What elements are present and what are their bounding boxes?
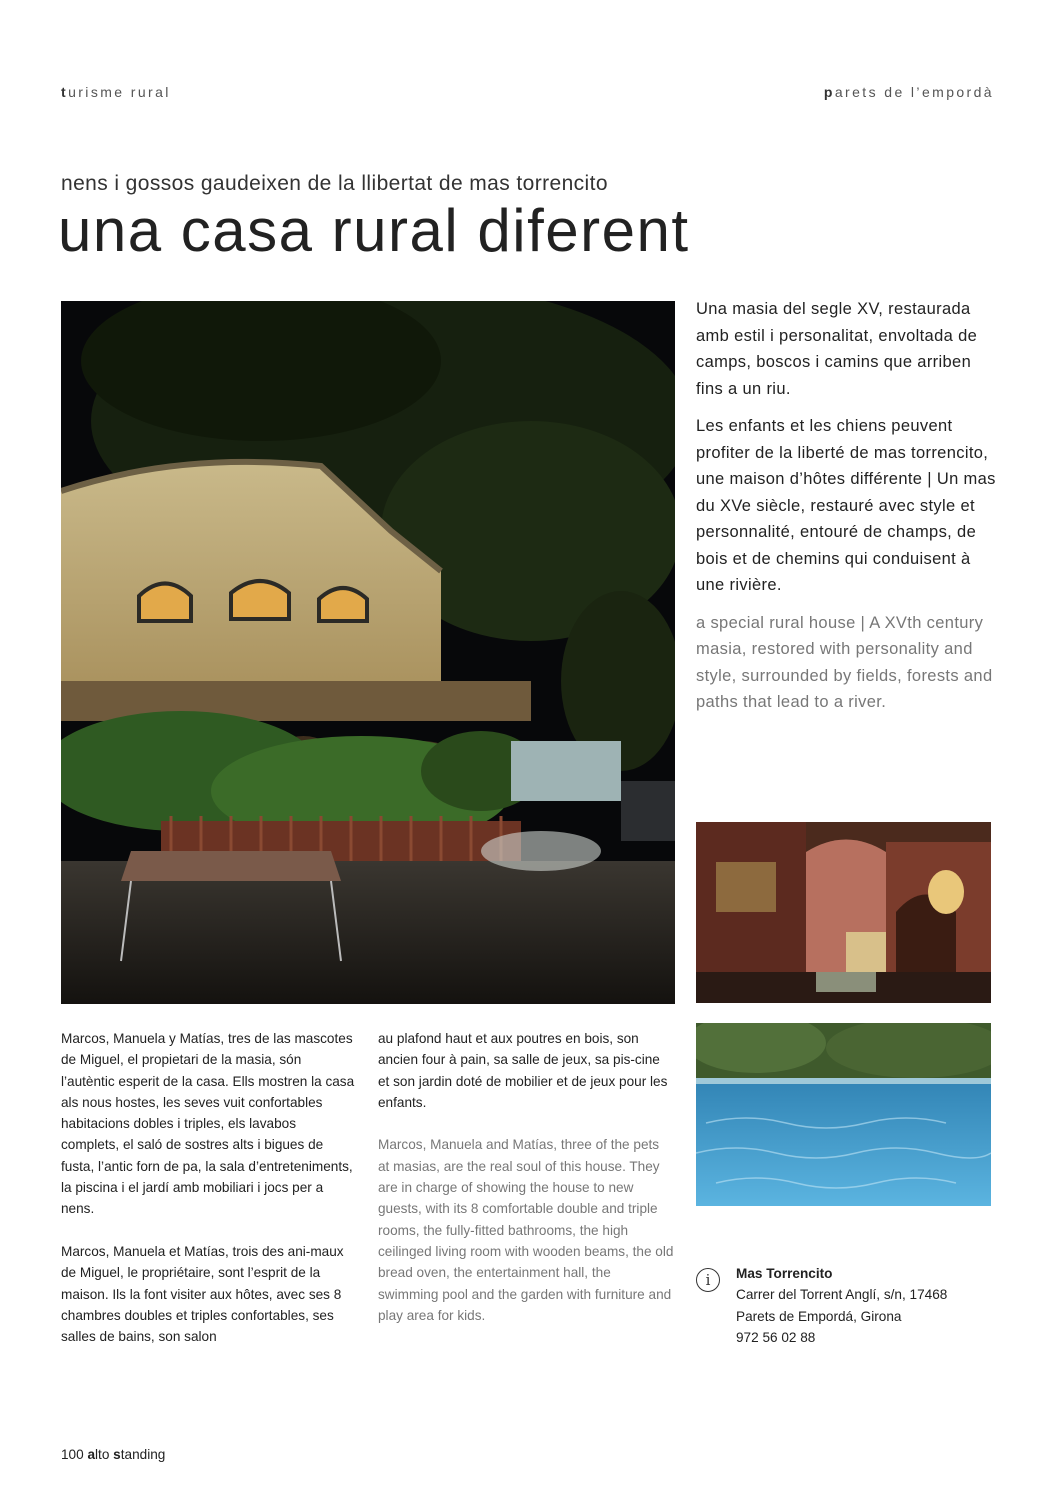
venue-address-line1: Carrer del Torrent Anglí, s/n, 17468 — [736, 1287, 948, 1303]
body-french-part1: Marcos, Manuela et Matías, trois des ani-maux de Miguel, le propriétaire, sont l’esprit de la maison. Ils la font visiter aux hôtes, avec ses 8 chambres doubles et triples confortables, ses salles de bains, son salon — [61, 1243, 344, 1345]
body-column-1 — [61, 1028, 357, 1369]
farmhouse-night-illustration — [61, 301, 675, 1004]
body-english: Marcos, Manuela and Matías, three of the pets at masias, are the real soul of this house. They are in charge of showing the house to new guests, with its 8 comfortable double and triple rooms, the fully-fitted bathrooms, the high ceilinged living room with wooden beams, the old bread oven, the entertainment hall, the swimming pool and the garden with furniture and play area for kids. — [378, 1137, 674, 1323]
interior-illustration — [696, 822, 991, 1003]
swimming-pool-photo — [696, 1023, 991, 1206]
page-number: 100 — [61, 1447, 84, 1462]
article-title: una casa rural diferent — [58, 197, 690, 264]
info-icon: i — [696, 1268, 720, 1292]
section-label: turisme rural — [61, 84, 171, 100]
body-column-2 — [378, 1028, 674, 1347]
page-footer: 100 alto standing — [61, 1447, 166, 1462]
venue-address-line2: Parets de Empordá, Girona — [736, 1308, 902, 1324]
intro-french: Les enfants et les chiens peuvent profiter de la liberté de mas torrencito, une maison d’hôtes différente | Un mas du XVe siècle, restauré avec style et personnalité, entouré de champs, de bois et de chemins qui conduisent à une rivière. — [696, 417, 996, 594]
venue-name: Mas Torrencito — [736, 1266, 833, 1281]
body-catalan: Marcos, Manuela y Matías, tres de las mascotes de Miguel, el propietari de la masia, són l’autèntic esperit de la casa. Ells mostren la casa als nous hostes, les seves vuit confortables habitacions dobles i triples, els lavabos complets, el saló de sostres alts i bigues de fusta, l’antic forn de pa, la sala d’entreteniments, la piscina i el jardí amb mobiliari i jocs per a nens. — [61, 1031, 355, 1217]
venue-phone: 972 56 02 88 — [736, 1329, 816, 1345]
contact-info — [736, 1263, 947, 1348]
intro-text — [696, 296, 996, 727]
pool-illustration — [696, 1023, 991, 1206]
interior-living-room-photo — [696, 822, 991, 1003]
location-label: parets de l’empordà — [823, 84, 994, 100]
intro-catalan: Una masia del segle XV, restaurada amb estil i personalitat, envoltada de camps, boscos i camins que arriben fins a un riu. — [696, 300, 978, 398]
farmhouse-night-photo — [61, 301, 675, 1004]
body-french-part2: au plafond haut et aux poutres en bois, son ancien four à pain, sa salle de jeux, sa pis-cine et son jardin doté de mobilier et de jeux pour les enfants. — [378, 1031, 668, 1110]
intro-english: a special rural house | A XVth century masia, restored with personality and style, surrounded by fields, forests and paths that lead to a river. — [696, 613, 993, 711]
article-subtitle: nens i gossos gaudeixen de la llibertat de mas torrencito — [61, 172, 608, 195]
